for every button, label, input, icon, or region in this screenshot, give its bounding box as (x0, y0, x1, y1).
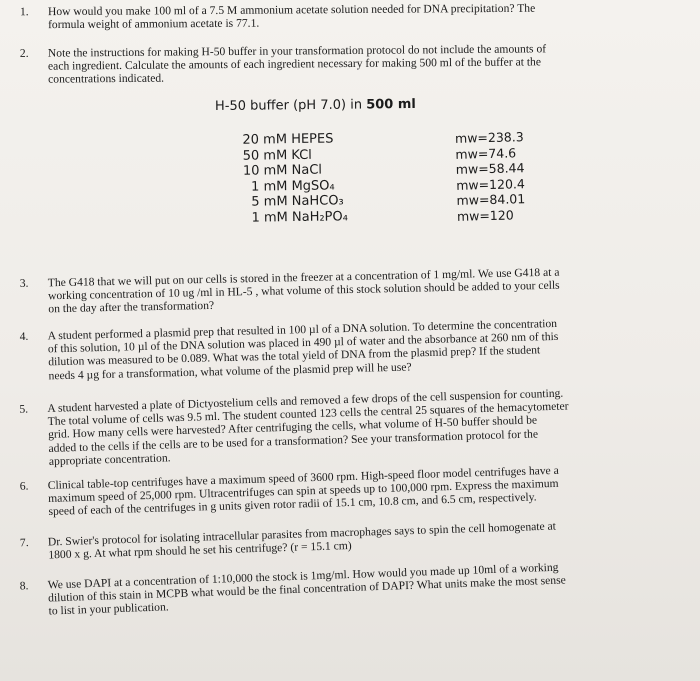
question-text: The G418 that we will put on our cells is stored in the freezer at a concentration of 1 mg/ml. We use G418 at a working concentration of 10 ug /ml in HL-5 , what volume of this stock solution should be added to your cells on the day after the transformation? (47, 265, 560, 316)
question-number: 3. (19, 276, 29, 290)
ingredient-item: 1 mM NaH₂PO₄ (251, 208, 349, 226)
buffer-volume: 500 ml (366, 96, 416, 113)
question-2 (20, 41, 680, 86)
ingredient-list (242, 131, 348, 225)
question-number: 5. (19, 402, 29, 416)
question-text: How would you make 100 ml of a 7.5 M ammonium acetate solution needed for DNA precipitation? The formula weight of ammonium acetate is 77.1. (47, 1, 536, 32)
ingredient-item: 5 mM NaHCO₃ (251, 193, 344, 210)
molecular-weight-item: mw=74.6 (455, 144, 517, 162)
molecular-weight-list (455, 129, 526, 224)
ingredient-item: 10 mM NaCl (242, 162, 323, 179)
question-text: Dr. Swier's protocol for isolating intracellular parasites from macrophages says to spin the cell homogenate at 1800 x g. At what rpm should he set his centrifuge? (r = 15.1 cm) (47, 519, 557, 562)
question-text: Clinical table-top centrifuges have a maximum speed of 3600 rpm. High-speed floor model centrifuges have a maximum speed of 25,000 rpm. Ultracentrifuges can spin at speeds up to 100,000 rpm. Express the maximum speed of each of the centrifuges in g units given rotor radii of 15.1 cm, 10.8 cm, and 6.5 cm, respectively. (47, 463, 559, 519)
molecular-weight-item: mw=238.3 (454, 129, 524, 146)
question-text: A student performed a plasmid prep that resulted in 100 µl of a DNA solution. To determine the concentration of this solution, 10 µl of the DNA solution was placed in 490 µl of water and the absorbance at 260 nm of this dilution was measured to be 0.089. What was the total yield of DNA from the plasmid prep? If the student needs 4 µg for a transformation, what volume of the plasmid prep will he use? (47, 316, 559, 382)
question-5 (19, 383, 681, 469)
question-number: 7. (19, 536, 29, 550)
question-4 (19, 314, 680, 383)
question-text: Note the instructions for making H-50 buffer in your transformation protocol do not include the amounts of each ingredient. Calculate the amounts of each ingredient necessary for making 500 ml of the buffer at the concentrations indicated. (47, 42, 547, 87)
question-7 (20, 516, 681, 563)
buffer-title-text: H-50 buffer (pH 7.0) in (214, 97, 367, 115)
buffer-title (215, 98, 416, 113)
question-8 (20, 556, 681, 619)
question-6 (20, 460, 681, 519)
molecular-weight-item: mw=84.01 (456, 191, 526, 208)
ingredient-item: 20 mM HEPES (242, 131, 334, 148)
question-3 (20, 263, 681, 316)
question-text: We use DAPI at a concentration of 1:10,000 the stock is 1mg/ml. How would you made up 10ml of a working dilution of this stain in MCPB what would be the final concentration of DAPI? What units make the most sense to list in your publication. (47, 560, 566, 618)
question-number: 1. (19, 5, 29, 19)
molecular-weight-item: mw=120 (456, 206, 514, 224)
question-number: 4. (19, 329, 29, 344)
question-text: A student harvested a plate of Dictyostelium cells and removed a few drops of the cell suspension for counting. The total volume of cells was 9.5 ml. The student counted 123 cells the central 25 squares of the hemacytometer grid. How many cells were harvested? After centrifuging the cells, what volume of H-50 buffer should be added to the cells if the cells are to be used for a transformation? See your transformation protocol for the appropriate concentration. (47, 386, 569, 468)
molecular-weight-item: mw=120.4 (456, 175, 526, 193)
question-1 (20, 1, 680, 32)
question-number: 2. (19, 46, 29, 60)
question-number: 8. (19, 579, 29, 593)
ingredient-item: 1 mM MgSO₄ (251, 177, 335, 195)
molecular-weight-item: mw=58.44 (455, 160, 525, 177)
question-number: 6. (19, 479, 29, 493)
ingredient-item: 50 mM KCl (242, 147, 312, 164)
